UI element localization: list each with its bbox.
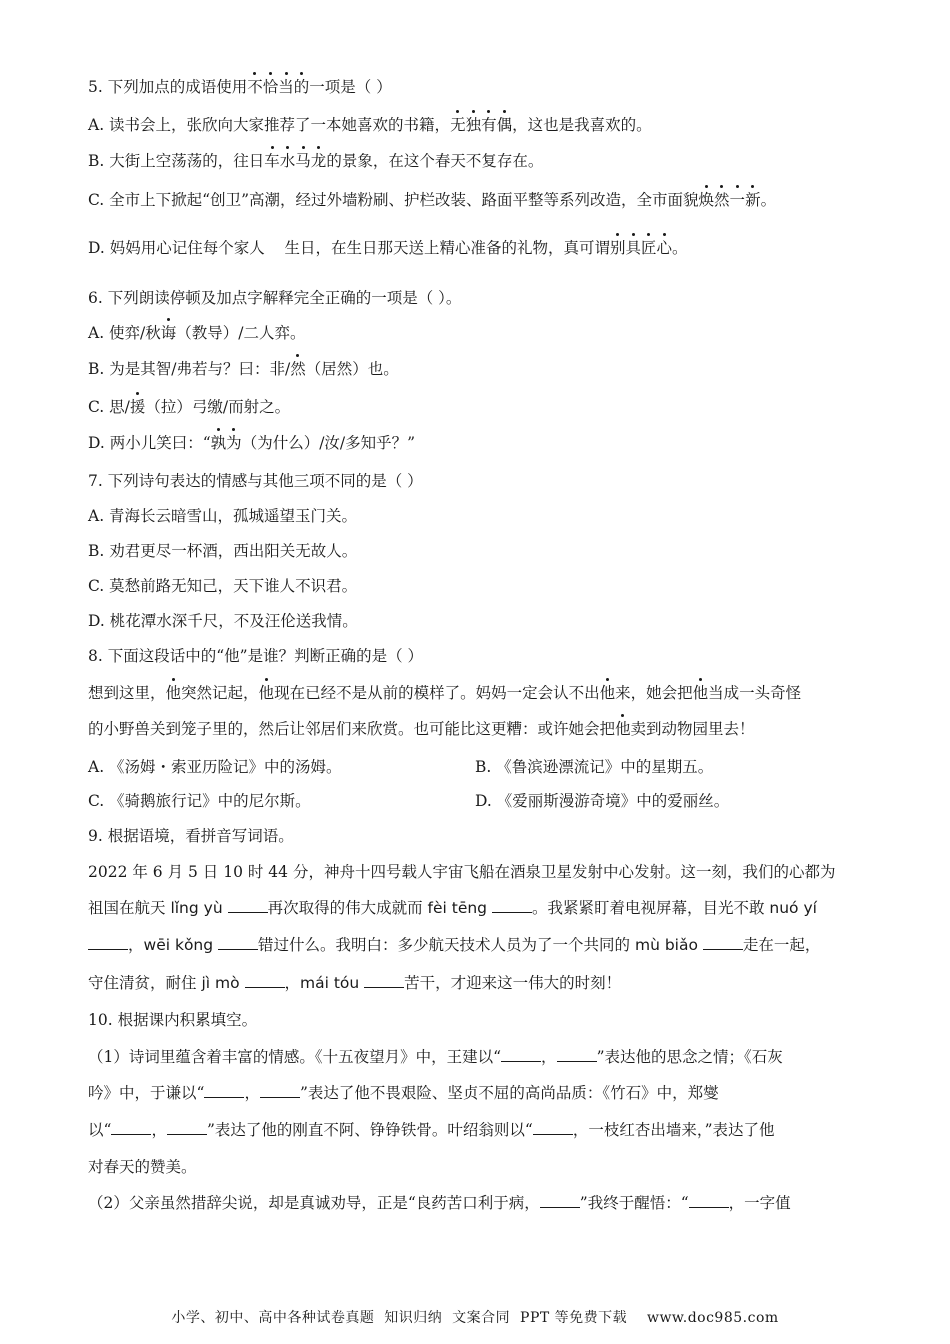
pinyin-nuoyi: nuó yí	[769, 899, 817, 917]
answer-blank[interactable]	[364, 973, 404, 988]
answer-blank[interactable]	[540, 1193, 580, 1208]
q8-text: 现在已经不是从前的模样了。妈妈一定会认不出	[274, 684, 600, 702]
q9-line-1: 2022 年 6 月 5 日 10 时 44 分，神舟十四号载人宇宙飞船在酒泉卫星发射中心发射。这一刻，我们的心都为	[88, 863, 836, 881]
page-footer: 小学、初中、高中各种试卷真题 知识归纳 文案合同 PPT 等免费下载 www.doc985.com	[171, 1310, 779, 1326]
q5-a-dot: 偶	[496, 116, 513, 134]
q9-text: 守住清贫，耐住	[88, 974, 202, 992]
q6-option-b	[88, 359, 399, 379]
q6-c-text: C. 思/	[88, 398, 130, 416]
q8-he-dot: 他	[692, 684, 709, 702]
q5-b-tail: 的景象，在这个春天不复存在。	[326, 152, 544, 170]
q9-stem: 9. 根据语境，看拼音写词语。	[88, 827, 294, 845]
q7-option-c: C. 莫愁前路无知己，天下谁人不识君。	[88, 577, 358, 595]
q5-stem-dot-2: 恰	[262, 78, 279, 96]
q9-text: 再次取得的伟大成就而	[267, 899, 428, 917]
q10-text: 以“	[88, 1121, 112, 1139]
q10-stem: 10. 根据课内积累填空。	[88, 1011, 258, 1029]
q8-stem: 8. 下面这段话中的“他”是谁？判断正确的是（ ）	[88, 647, 423, 665]
q6-d-text: D. 两小儿笑曰：“	[88, 434, 211, 452]
q8-text: 来，她会把	[615, 684, 693, 702]
pinyin-lingyu: lǐng yù	[170, 899, 223, 917]
q7-option-b: B. 劝君更尽一杯酒，西出阳关无故人。	[88, 542, 358, 560]
answer-blank[interactable]	[111, 1120, 151, 1135]
q5-a-text: A. 读书会上，张欣向大家推荐了一本她喜欢的书籍，	[88, 116, 451, 134]
q7-stem: 7. 下列诗句表达的情感与其他三项不同的是（ ）	[88, 472, 423, 490]
q6-c-dot: 援	[129, 398, 146, 416]
pinyin-weikong: wēi kǒng	[143, 936, 214, 954]
q6-a-dot: 诲	[160, 324, 177, 342]
q5-option-b	[88, 151, 543, 171]
answer-blank[interactable]	[228, 898, 268, 913]
q5-c-dot: 一	[729, 191, 746, 209]
pinyin-maitou: mái tóu	[300, 974, 360, 992]
q5-a-dot: 有	[481, 116, 497, 134]
q9-text: 错过什么。我明白：多少航天技术人员为了一个共同的	[258, 936, 635, 954]
q5-option-c	[88, 190, 776, 210]
q8-he-dot: 他	[599, 684, 616, 702]
q10-p1-line-3	[88, 1120, 775, 1140]
answer-blank[interactable]	[88, 935, 128, 950]
q8-he-dot: 他	[615, 720, 631, 738]
q5-d-dot: 别	[609, 239, 626, 257]
q5-c-dot: 新	[745, 191, 761, 209]
q9-text: 走在一起，	[742, 936, 821, 954]
q5-b-dot: 马	[295, 152, 311, 170]
answer-blank[interactable]	[689, 1193, 729, 1208]
q5-b-dot: 龙	[310, 152, 327, 170]
q5-c-text: C. 全市上下掀起“创卫”高潮，经过外墙粉刷、护栏改装、路面平整等系列改造，全市面貌	[88, 191, 699, 209]
answer-blank[interactable]	[204, 1083, 244, 1098]
answer-blank[interactable]	[260, 1083, 300, 1098]
answer-blank[interactable]	[557, 1047, 597, 1062]
q8-text: 想到这里，	[88, 684, 166, 702]
q10-text: ，一枝红杏出墙来，”表达了他	[572, 1121, 775, 1139]
q10-text: ”表达了他不畏艰险、坚贞不屈的高尚品质：《竹石》中，郑燮	[299, 1084, 719, 1102]
answer-blank[interactable]	[703, 935, 743, 950]
q8-text: 当成一头奇怪	[708, 684, 802, 702]
q5-d-text: D. 妈妈用心记住每个家人 生日，在生日那天送上精心准备的礼物，真可谓	[88, 239, 610, 257]
pinyin-jimo: jì mò	[201, 974, 240, 992]
q5-stem	[88, 77, 392, 97]
q10-p1-line-4: 对春天的赞美。	[88, 1158, 197, 1176]
q5-stem-text: 5. 下列加点的成语使用	[88, 78, 248, 96]
answer-blank[interactable]	[245, 973, 285, 988]
q5-stem-dot-3: 当	[278, 78, 294, 96]
q5-a-tail: ，这也是我喜欢的。	[512, 116, 652, 134]
q10-p2-line-1	[88, 1193, 791, 1213]
q5-a-dot: 独	[465, 116, 482, 134]
pinyin-mubiao: mù biǎo	[634, 936, 698, 954]
q8-text: 的小野兽关到笼子里的，然后让邻居们来欣赏。也可能比这更糟：或许她会把	[88, 720, 616, 738]
q8-passage-line-1	[88, 683, 801, 703]
q5-c-dot: 焕	[698, 191, 715, 209]
q5-stem-dot-4: 的	[293, 78, 310, 96]
q5-b-dot: 车	[264, 152, 280, 170]
answer-blank[interactable]	[533, 1120, 573, 1135]
q10-text: ”我终于醒悟：“	[579, 1194, 689, 1212]
q5-stem-tail: 一项是（ ）	[309, 78, 392, 96]
q5-b-text: B. 大街上空荡荡的，往日	[88, 152, 265, 170]
q5-b-dot: 水	[279, 152, 296, 170]
q8-option-a: A. 《汤姆・索亚历险记》中的汤姆。	[88, 758, 342, 776]
q8-option-c: C. 《骑鹅旅行记》中的尼尔斯。	[88, 792, 311, 810]
q5-c-dot: 然	[714, 191, 730, 209]
q7-option-d: D. 桃花潭水深千尺，不及汪伦送我情。	[88, 612, 358, 630]
q7-option-a: A. 青海长云暗雪山，孤城遥望玉门关。	[88, 507, 358, 525]
q6-stem: 6. 下列朗读停顿及加点字解释完全正确的一项是（ ）。	[88, 289, 462, 307]
q5-d-dot: 心	[656, 239, 673, 257]
q10-text: ”表达他的思念之情；《石灰	[596, 1048, 783, 1066]
q8-passage-line-2	[88, 719, 755, 739]
answer-blank[interactable]	[501, 1047, 541, 1062]
q5-d-dot: 具	[625, 239, 641, 257]
q6-a-text: A. 使弈/秋	[88, 324, 161, 342]
q10-text: ，	[541, 1048, 557, 1066]
q8-text: 突然记起，	[181, 684, 259, 702]
q10-p1-line-2	[88, 1083, 719, 1103]
q8-text: 卖到动物园里去！	[630, 720, 755, 738]
q5-c-tail: 。	[760, 191, 777, 209]
q9-text: ，	[128, 936, 144, 954]
q5-stem-dot-1: 不	[247, 78, 263, 96]
q6-a-tail: （教导）/二人弈。	[176, 324, 306, 342]
q8-he-dot: 他	[165, 684, 182, 702]
q10-text: ，	[244, 1084, 260, 1102]
q5-option-a	[88, 115, 652, 135]
q10-text: （2）父亲虽然措辞尖说，却是真诚劝导，正是“良药苦口利于病，	[88, 1194, 540, 1212]
q6-option-c	[88, 397, 290, 417]
q10-text: ，	[151, 1121, 167, 1139]
q10-text: ”表达了他的刚直不阿、铮铮铁骨。叶绍翁则以“	[206, 1121, 533, 1139]
q6-b-tail: （居然）也。	[305, 360, 399, 378]
q9-line-3	[88, 935, 820, 955]
q9-text: 苦干，才迎来这一伟大的时刻！	[404, 974, 622, 992]
q8-option-d: D. 《爱丽斯漫游奇境》中的爱丽丝。	[475, 792, 730, 810]
q10-p1-line-1	[88, 1047, 783, 1067]
q6-b-text: B. 为是其智/弗若与？曰：非/	[88, 360, 291, 378]
q6-b-dot: 然	[290, 360, 306, 378]
q10-text: ，一字值	[728, 1194, 791, 1212]
q10-text: 吟》中，于谦以“	[88, 1084, 205, 1102]
q9-text: 祖国在航天	[88, 899, 171, 917]
q5-d-dot: 匠	[640, 239, 657, 257]
pinyin-feiteng: fèi tēng	[427, 899, 488, 917]
q5-a-dot: 无	[450, 116, 466, 134]
q9-text: ，	[284, 974, 301, 992]
q9-text: 。我紧紧盯着电视屏幕，目光不敢	[531, 899, 770, 917]
q6-d-dot: 孰	[210, 434, 227, 452]
q6-option-a	[88, 323, 306, 343]
q9-line-2	[88, 898, 817, 918]
q8-option-b: B. 《鲁滨逊漂流记》中的星期五。	[475, 758, 714, 776]
answer-blank[interactable]	[492, 898, 532, 913]
q6-d-tail: （为什么）/汝/多知乎？”	[241, 434, 416, 452]
q6-d-dot: 为	[226, 434, 242, 452]
q5-option-d	[88, 238, 688, 258]
q10-text: （1）诗词里蕴含着丰富的情感。《十五夜望月》中，王建以“	[88, 1048, 502, 1066]
q9-line-4	[88, 973, 621, 993]
answer-blank[interactable]	[167, 1120, 207, 1135]
answer-blank[interactable]	[218, 935, 258, 950]
q5-d-tail: 。	[672, 239, 688, 257]
q6-option-d	[88, 433, 415, 453]
q6-c-tail: （拉）弓缴/而射之。	[145, 398, 291, 416]
q8-he-dot: 他	[258, 684, 275, 702]
